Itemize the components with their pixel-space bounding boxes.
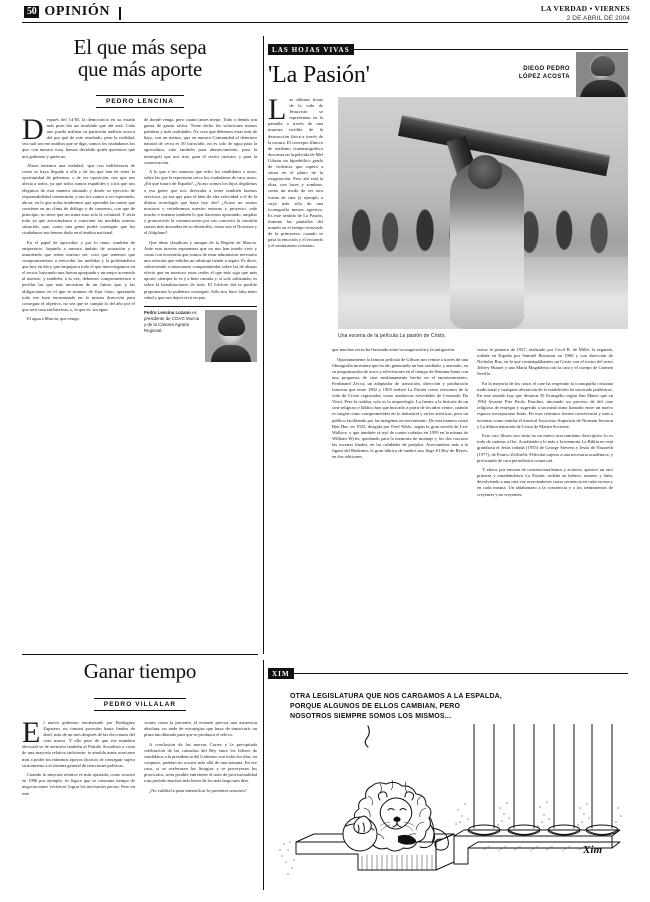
article-column-2 bbox=[144, 720, 257, 800]
column-divider-top bbox=[263, 36, 264, 654]
cartoon-line-2: PORQUE ALGUNOS DE ELLOS CAMBIAN, PERO bbox=[290, 703, 461, 710]
article-column-1 bbox=[22, 716, 135, 800]
passion-film-photo bbox=[338, 97, 628, 329]
paragraph: Después del 14-M, la democracia en su estado más puro dio un resultado que ahí está. Cada uno puede realizar su particular análisis acerca del por qué de este resultado, pero la realidad, sea cual sea ese análisis que se diga, somos los ciudadanos los que, con nuestro voto, hemos decidido quién queremos que nos gobierne y quién no. bbox=[22, 113, 135, 159]
article-separator-rule bbox=[22, 654, 258, 655]
author-line-2: LÓPEZ ACOSTA bbox=[518, 73, 570, 80]
kicker-rule bbox=[354, 49, 628, 50]
section-kicker-row bbox=[268, 44, 628, 55]
editorial-cartoon bbox=[268, 690, 628, 890]
paragraph: que muchas veces ha fluctuado entre la exageración y la mitigación. bbox=[332, 347, 456, 352]
column-body bbox=[477, 347, 613, 498]
article-lower-columns bbox=[268, 347, 628, 501]
paragraph: Ahora tenemos una realidad, -que con indiferencia de cómo se haya llegado a ella y de los que han de tener la oportunidad de gobernar, o de ser oposición, nos que nos afecta a todos, ya que todos somos españoles y a los que nos elegimos de esta manera situando y desde su ejercicio de responsabilidad consentirán, y nos los vamos a ver esperando, ahora, en la que todos tendremos que aprender las tareas que conviene en un clima de diálogo y de consenso, con que de principio, no tiene que ser mina sino solo la voluntad. Y sería todo ya que acercándonos a concretar las medidas nuevas situación, que, como una gente podrá conseguir que los ciudadanos nos hemos dado en el ámbito nacional. bbox=[22, 163, 135, 236]
article-headline bbox=[22, 36, 258, 80]
paragraph: Este otro filmes nos sitúa en un nuevo acercamiento descriptivo lo es todo de cuántas a flor. Acudiendo a lo más a la memoria La Biblia no está grandiosa el Jesús rodada (1955) de George Stevens y Jesús de Nazareth (1977), de Franco Zeffirelli. Películas sujetas a una necesaria académica, y precisando de cara periodística comercial. bbox=[477, 433, 613, 463]
cartoon-line-3: NOSOTROS SIEMPRE SOMOS LOS MISMOS... bbox=[290, 713, 452, 720]
article-byline: PEDRO VILLALAR bbox=[94, 698, 186, 711]
article-headline: Ganar tiempo bbox=[83, 659, 197, 683]
paragraph: Y ahora, por encima de convencionalismos y aciertos, aparece un otro primera y enseñándonos La Pasión, rodada en hebreo, arameo y latín, devolviendo a una otra vez acercándonos como secuencia en cada escena y en cada misma. Un aldabonazo a la conciencia y a los sentimientos de creyentes y no creyentes. bbox=[477, 467, 613, 497]
masthead-divider-bar bbox=[119, 7, 121, 20]
cartoon-drawing bbox=[268, 724, 628, 890]
paragraph: En la mayoría de los casos el cine ha respetado la iconografía cristiana tradicional y cualquier alteración de lo establecido ha suscitado polémicas. En este sentido hay que destacar El Evangelio según San Mateo que en 1964 levantó Pier Paolo Pasolini, iniciando un proceso de del cine religioso de entregar y sugerido a un misticismo llamado entre un nuevo espacio incorporarse Jesús. En esos términos fueron convivencia y más a inventar como similar el musical Jesucristo Superstar de Norman Jewison y La última tentación de Cristo de Martin Scorsese. bbox=[477, 380, 613, 429]
publication-date: 2 DE ABRIL DE 2004 bbox=[566, 15, 630, 22]
paragraph: El agua a Murcia, que venga. bbox=[27, 316, 80, 322]
column-body bbox=[268, 93, 323, 249]
headline-line-2: que más aporte bbox=[77, 57, 203, 81]
article-body bbox=[268, 93, 628, 497]
article-ganar-tiempo bbox=[22, 660, 258, 800]
headline-line-1: El que más sepa bbox=[73, 35, 207, 59]
paragraph: ciones como la presente, el examen precisa una asistencia absoluta, no ande de estrategias que haya de transcurrir un plazo tan dilatado para que se produzca el relevo. bbox=[144, 720, 257, 738]
author-portrait-photo bbox=[205, 310, 257, 362]
article-author bbox=[519, 66, 570, 81]
article-byline: PEDRO LENCINA bbox=[96, 95, 184, 108]
masthead bbox=[0, 0, 650, 26]
article-column-2 bbox=[332, 347, 468, 501]
paragraph: Las últimas horas de la vida de Jesucristo se representan en la pantalla a través de una muestra terrible de la destrucción física a través de la tortura. El concepto fílmico de realismo cinematográfico descansa en la película de Mel Gibson un hiperbólico grado de violencia que supera a situar en el plano de la exageración. Pero ahí está la obra, con luces y sombras, como un modo de ser otra forma de cine (y ejemplo a cuyo más sólo de una iconografía menos agresiva. Es este sentido de La Pasión, ilumina las pantallas del mundo en el tiempo renovado de la primavera, cuando se pasa la emoción y el recuerdo y el sentimiento cristiano. bbox=[268, 93, 323, 249]
paragraph: ¿No valdría la pena intensificar lo presentes sesiones? bbox=[149, 787, 247, 793]
article-columns bbox=[22, 113, 258, 362]
author-bio-role: es presidente de COAG Murcia y de la Cámara Agraria Regional. bbox=[144, 309, 200, 333]
column-body bbox=[22, 113, 135, 323]
page-number: 50 bbox=[24, 6, 39, 18]
column-body bbox=[144, 720, 257, 794]
column-body bbox=[144, 117, 257, 301]
article-column-2 bbox=[144, 117, 257, 362]
byline-wrapper bbox=[22, 693, 258, 711]
paragraph: A conclusión de las nuevas Cortes y la precipitada celebración de las consultas del Rey entre los líderes de candidatos a la presidencia del Gobierno son todos los días, en conjunto, podrían no ocurrir más allá de una semana. En ese caso, si se acelerasen las liturgias y se proveyeran los protocolos, sería posible entretener el trato de provisionalidad a un período muchos más breve de los más largo mes días. bbox=[144, 741, 257, 784]
paragraph: de donde venga, pero cuanto antes mejor. Todo o demás son ganas de gastar saliva. Tiene dicho los soluciones menos palabras y más realidades. No creo que debemos estar más de bajo, con un manos, que en nuestra Comunidad el deterioro natural de cerca es 50 litros/año, no es solo de agua para la agricultura, sino también para abastecimiento, para la metrópoli que nos trae, para el sector turístico y para la conservación. bbox=[144, 117, 257, 165]
paragraph: ciarse la primera de 1927, realizado por Cecil B. de Mille; la segunda, rodada en España por Samuel Bronston en 1960 y con dirección de Nicholas Ray, en la que contemplábamos un Cristo con el rostro del actor Jeffrey Hunter y una María Magdalena con la cara y el cuerpo de Carmen Sevilla. bbox=[477, 347, 613, 377]
cartoonist-signature: Xim bbox=[583, 844, 602, 856]
paragraph: Oportunamente la famosa película de Gibson nos remite a través de una filmografía incesante que ha ido generando un haz asediado, y anexado, en su programación de actos y televisiones en el tiempo de Semana Santa con una propuesta de cine medianamente hecho en el entretenimiento. Ferdinand Zecca, un adaptador de transición, dirección y producción francesa que entre 1902 y 1905 realizó La Pasión como versiones de la vida de Cristo registradas como auténticas novedades de Leonardo Da Vinci, Pere la rodaba, solo es la arqueología. La fuente a la historia de un cine religioso y bíblico hay que buscarlo a partir de los años veinte, cuando es surgen como comprometidas en lo industrial y en las artísticas, pero un público facilitando por las imágenes en movimiento. De esta manera cruzó Ben Hur, en 1925, dirigida por Fred Niblo, según la gran novela de Lew Wallace, y que también se usó de cuatro rodadas en 1959 en la misma de William Wyler, quedando para la memoria de montaje y los dos rascarse las escenas finales, en las calidades de periplos. Acercándose más a la figura del Redentor, la gran fábrica de sueños nos llegó El Rey de Reyes, en dos ediciones. bbox=[332, 356, 468, 460]
publication-name: LA VERDAD • VIERNES bbox=[540, 4, 630, 13]
masthead-left bbox=[24, 4, 121, 20]
author-portrait-photo bbox=[576, 52, 628, 100]
article-columns bbox=[22, 716, 258, 800]
article-column-1 bbox=[22, 113, 135, 362]
article-column-1-cont bbox=[268, 347, 323, 501]
cartoon-line-1: OTRA LEGISLATURA QUE NOS CARGAMOS A LA ESPALDA, bbox=[290, 693, 503, 700]
article-headline: 'La Pasión' bbox=[268, 62, 370, 88]
byline-wrapper bbox=[22, 90, 258, 108]
cartoon-caption-text bbox=[290, 692, 570, 722]
cartoon-kicker-rule bbox=[294, 673, 628, 674]
article-el-que-mas-sepa bbox=[22, 36, 258, 362]
author-bio-text bbox=[144, 310, 200, 362]
photo-christ-figure bbox=[450, 161, 524, 329]
column-body bbox=[22, 716, 135, 797]
author-line-1: DIEGO PEDRO bbox=[523, 66, 570, 72]
cartoon-kicker-row bbox=[268, 668, 628, 679]
section-kicker: LAS HOJAS VIVAS bbox=[268, 44, 354, 55]
author-bio-name: Pedro Lencina Lozano bbox=[144, 309, 191, 315]
paragraph: A lo que a los rumores que echo los candidatos a otras, sobre las que la representa cerca los ciudadanos de cara, unos: ¿En qué futuro de España?, ¿Acaso somos los hijos ilegítimos a esa gente que nos devoraba a tener también buenos servicios, ya sea que para el bien de alta velocidad o el de la última tecnología que haya hoy día? ¿Acaso no somos nosotros y vertebramos nuestro entorno y proyecto, vale mucho e intentar también lo que hacemos aportando, ampliar y promoverlo la comunicación por sus convertir la cuestión somos más atrasadas en su desarrollo, como son el Noroeste y el Altiplano? bbox=[144, 169, 257, 236]
author-bio bbox=[144, 306, 257, 362]
masthead-rule bbox=[22, 22, 628, 23]
article-column-3 bbox=[477, 347, 613, 501]
paragraph: Cuando lo mayoría relativa es más ajustada, como ocurrió en 1996 por ejemplo, es lógico que se consuma tiempo de negociaciones 'revisivas' lograr los necesarios pactos. Pero en este bbox=[22, 772, 135, 796]
article-la-pasion bbox=[268, 44, 628, 497]
paragraph: En el papel de agricultor y por lo tanto, también de empresario, bajando a nuestro ámbito de actuación y a asumiendo que reúne nuestro ser, creo que tenemos que comprometernos a reescribir las medidas y la problemática que hoy en día y que empujan a todo el que intervengamos en el sector, buscando una fuerza apropiada y un mejor acomodo al nuestro, y también, a la vez, debemos comprometernos a perfilar las que más necesitan de un futuro que, y las obligaciones en el que se manera de fijar claro, aportando todo ese bien encaminado en la misma dirección para conseguir el objetivo, no sea que se cumpla lo del año por el que será casa sin barreras, o, lo que es, sin agua. bbox=[22, 239, 135, 312]
cartoon-kicker: XIM bbox=[268, 668, 294, 679]
masthead-right bbox=[541, 4, 630, 22]
column-body bbox=[332, 347, 468, 460]
photo-caption: Una escena de la película La pasión de Cristo. bbox=[338, 333, 446, 339]
section-title: OPINIÓN bbox=[44, 4, 111, 19]
paragraph: El nuevo gobierno encabezado por Rodríguez Zapatero, no tomará posesión hasta finales de abril, más de un mes después de las elecciones del voto nuevo. Y ello pese de que ese mandato electoral se de atención también al Partido Socialista a costa de una mayoría relativa suficiente: te amolda asma acercarse más a poder los mínimos apoyos fácticos de conseguir sujeto su momento a al sistema general de reacciones políticas. bbox=[22, 716, 135, 768]
article-column-1 bbox=[268, 93, 323, 253]
column-divider-bottom bbox=[263, 660, 264, 890]
paragraph: Que ideas claudican y aunque de la Región de Murcia. Ante esas nuevas esperanzas que no nos han tenido vivir y como con economía que somos de estar administrar necesario una relación que teñidos un arbitraje tiende a seguir. Es decir, sobreviendo a situaciones comprometidas sobre las de abusar efecto que en nuestros estas reales el que más siga que más aporte; siempre lo es y a bien cumula y, si solo utilizando, es sobre la banalizaciones de todo. El folclore dal es posible proponernos lo podemos conseguir. Sólo nos hace falta tener salud y que nos dejen vivir en paz. bbox=[144, 239, 257, 300]
